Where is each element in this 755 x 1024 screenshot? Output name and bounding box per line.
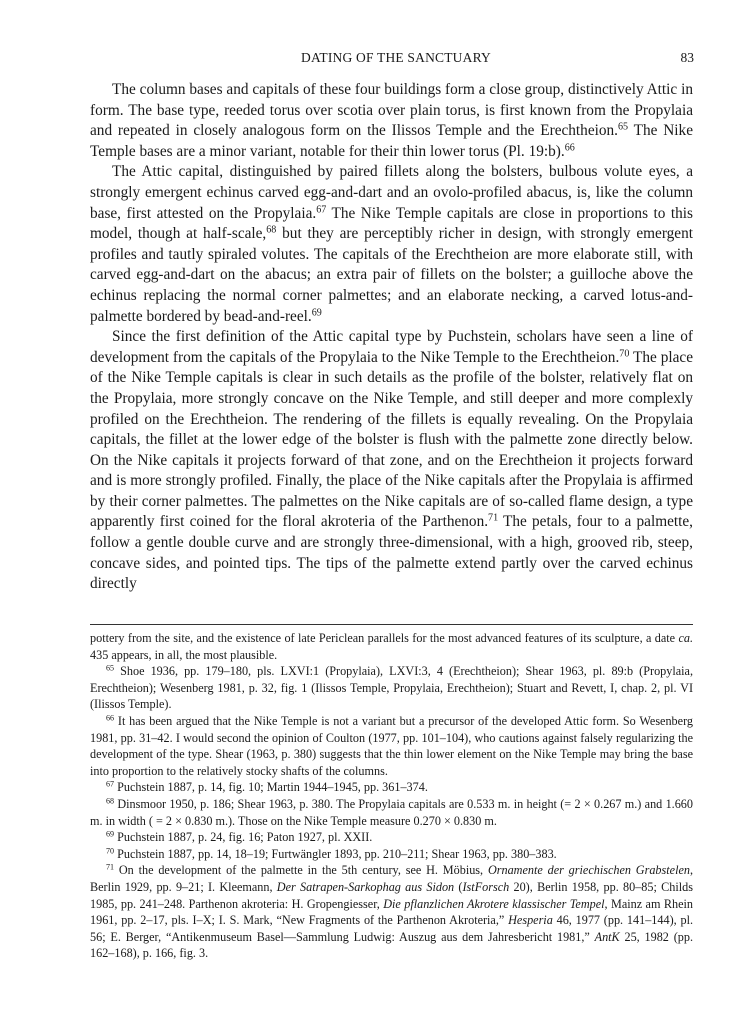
text-run: The Nike Temple capitals are close in proportions to this model, though at half-scale, (90, 204, 693, 243)
footnote-number: 69 (106, 829, 115, 839)
text-run: The Nike Temple bases are a minor variant, notable for their thin lower torus (Pl. 19:b). (90, 122, 693, 160)
footnote-rule (90, 624, 693, 625)
footnote-text: Puchstein 1887, p. 14, fig. 10; Martin 1944–1945, pp. 361–374. (114, 780, 428, 795)
footnote-ref-70[interactable]: 70 (619, 348, 630, 360)
italic-run: Ornamente der griechischen Grabstelen (487, 863, 690, 878)
footnote-68 (90, 796, 693, 829)
footnote-text: It has been argued that the Nike Temple is not a variant but a precursor of the developed Attic form. So Wesenberg 1981, pp. 31–42. I would second the opinion of Coulton (1977, pp. 101–104), who cautions against falsely regularizing the development of the type. Shear (1963, p. 380) suggests that the thin lower element on the Nike Temple may bring the base into proportion to the relatively stocky shafts of the columns. (90, 713, 693, 778)
text-run: , Mainz am Rhein 1961, pp. 2–17, pls. I–X; I. S. Mark, “New Fragments of the Parthenon Akroteria,” (90, 896, 693, 928)
paragraph-bases (90, 80, 693, 162)
text-run: Since the first definition of the Attic capital type by Puchstein, scholars have seen a line of development from the capitals of the Propylaia to the Nike Temple to the Erechtheion. (90, 328, 693, 366)
footnote-ref-68[interactable]: 68 (266, 224, 277, 236)
text-run: 20), Berlin 1958, pp. 80–85; Childs 1985, pp. 241–248. Parthenon akroteria: H. Gropengiesser, (90, 879, 693, 911)
footnote-ref-71[interactable]: 71 (488, 512, 499, 524)
footnote-number: 71 (106, 862, 115, 872)
italic-run: Der Satrapen-Sarkophag aus Sidon (276, 879, 455, 894)
text-run: 435 appears, in all, the most plausible. (90, 647, 278, 662)
footnote-number: 65 (106, 663, 115, 673)
text-run: The column bases and capitals of these four buildings form a close group, distinctively Attic in form. The base type, reeded torus over scotia over plain torus, is first known from the Propylaia and repeated in closely analogous form on the Ilissos Temple and the Erechtheion. (90, 81, 693, 140)
footnote-number: 68 (106, 796, 115, 806)
footnote-number: 66 (106, 713, 115, 723)
text-run: , Berlin 1929, pp. 9–21; I. Kleemann, (90, 863, 693, 894)
text-run: but they are perceptibly richer in design, with strongly emergent profiles and tautly spiraled volutes. The capitals of the Erechtheion are more elaborate still, with carved egg-and-dart on the abacus; an extra pair of fillets on the bolster; a guilloche above the echinus replacing the normal corner palmettes; and an elaborate necking, a carved lotus-and-palmette bordered by bead-and-reel. (90, 225, 693, 325)
footnote-66 (90, 713, 693, 779)
page-number: 83 (680, 50, 694, 65)
text-run: On the development of the palmette in the 5th century, see H. Möbius, (114, 863, 488, 878)
paragraph-development (90, 327, 693, 595)
footnote-number: 67 (106, 779, 115, 789)
italic-run: IstForsch (462, 879, 510, 894)
footnote-number: 70 (106, 846, 115, 856)
running-head (90, 50, 702, 68)
paragraph-capitals (90, 162, 693, 327)
text-run: 46, 1977 (pp. 141–144), pl. 56; E. Berger, “Antikenmuseum Basel—Sammlung Ludwig: Auszug aus dem Jahresbericht 1981,” (90, 913, 693, 944)
text-run: The place of the Nike Temple capitals is clear in such details as the profile of the bolster, relatively flat on the Propylaia, more strongly concave on the Nike Temple, and still deeper and more complexly profiled on the Erechtheion. The rendering of the fillets is equally revealing. On the Propylaia capitals, the fillet at the lower edge of the bolster is flush with the palmette zone directly below. On the Nike capitals it projects forward of that zone, and on the Erechtheion it projects forward and is more strongly profiled. Finally, the place of the Nike capitals after the Propylaia is affirmed by their corner palmettes. The palmettes on the Nike capitals are of so-called flame design, a type apparently first coined for the floral akroteria of the Parthenon. (90, 348, 694, 531)
footnote-67 (90, 779, 693, 796)
main-text (90, 80, 693, 595)
footnote-continued (90, 630, 693, 663)
footnote-text: Shoe 1936, pp. 179–180, pls. LXVI:1 (Propylaia), LXVI:3, 4 (Erechtheion); Shear 1963, pl. 89:b (Propylaia, Erechtheion); Wesenberg 1981, p. 32, fig. 1 (Ilissos Temple, Propylaia, Erechtheion); Stuart and Revett, I, chap. 2, pl. VI (Ilissos Temple). (90, 664, 693, 712)
text-run: The petals, four to a palmette, follow a gentle double curve and are strongly three-dimensional, with a high, grooved rib, steep, concave sides, and pointed tips. The tips of the palmette extend partly over the carved echinus directly (90, 513, 693, 593)
footnote-ref-65[interactable]: 65 (617, 121, 629, 133)
footnote-text: Puchstein 1887, p. 24, fig. 16; Paton 1927, pl. XXII. (114, 830, 373, 845)
footnote-text: Puchstein 1887, pp. 14, 18–19; Furtwängler 1893, pp. 210–211; Shear 1963, pp. 380–383. (114, 846, 557, 861)
italic-run: ca. (678, 631, 693, 645)
footnotes (90, 630, 693, 962)
running-title: DATING OF THE SANCTUARY (301, 50, 491, 65)
italic-run: AntK (594, 929, 620, 944)
footnote-71 (90, 862, 693, 962)
text-run: pottery from the site, and the existence of late Periclean parallels for the most advanced features of its sculpture, a date (90, 631, 679, 645)
footnote-ref-67[interactable]: 67 (316, 204, 327, 216)
text-run: The Attic capital, distinguished by paired fillets along the bolsters, bulbous volute eyes, a strongly emergent echinus carved egg-and-dart and an ovolo-profiled abacus, is, like the column base, first attested on the Propylaia. (90, 163, 693, 222)
footnote-text: Dinsmoor 1950, p. 186; Shear 1963, p. 380. The Propylaia capitals are 0.533 m. in height (= 2 × 0.267 m.) and 1.660 m. in width ( = 2 × 0.830 m.). Those on the Nike Temple measure 0.270 × 0.830 m. (90, 796, 693, 828)
text-run: 25, 1982 (pp. 162–168), p. 166, fig. 3. (90, 929, 693, 961)
footnote-ref-66[interactable]: 66 (564, 142, 575, 154)
italic-run: Die pflanzlichen Akrotere klassischer Tempel (383, 896, 605, 911)
footnote-ref-69[interactable]: 69 (311, 306, 322, 318)
footnote-69 (90, 829, 693, 846)
footnote-70 (90, 846, 693, 863)
italic-run: Hesperia (508, 913, 553, 928)
footnote-65 (90, 663, 693, 713)
text-run: ( (454, 879, 463, 894)
